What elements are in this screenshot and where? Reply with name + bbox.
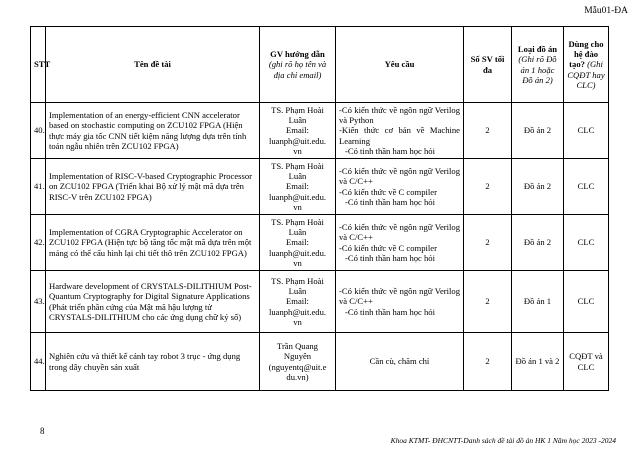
row-type: Đồ án 2 xyxy=(512,103,564,159)
row-topic: Hardware development of CRYSTALS-DILITHIUM Post-Quantum Cryptography for Digital Signature Applications (Phát triển phần cứng của Mật mã hậu lượng tử CRYSTALS-DILITHIUM cho các ứng dụng chữ ký số) xyxy=(46,271,260,333)
row-stt: 42. xyxy=(31,215,46,271)
page-footer: Khoa KTMT- ĐHCNTT-Danh sách đề tài đồ án HK 1 Năm học 2023 -2024 xyxy=(390,436,616,445)
advisor-email-tail: vn xyxy=(293,201,302,212)
header-type-note: (Ghi rõ Đồ án 1 hoặc Đồ án 2) xyxy=(518,54,557,85)
header-type xyxy=(512,27,564,103)
advisor-name: TS. Phạm Hoài Luân xyxy=(271,105,324,126)
row-requirements xyxy=(336,103,464,159)
advisor-email-tail: vn xyxy=(293,145,302,156)
row-advisor xyxy=(260,271,336,333)
advisor-name: TS. Phạm Hoài Luân xyxy=(271,276,324,297)
row-advisor xyxy=(260,333,336,391)
row-program: CLC xyxy=(564,159,609,215)
header-program-note: (Ghi CQĐT hay CLC) xyxy=(567,59,605,90)
header-requirements: Yêu cầu xyxy=(336,27,464,103)
header-advisor-title: GV hướng dẫn xyxy=(270,49,325,60)
header-topic: Tên đề tài xyxy=(46,27,260,103)
page-number: 8 xyxy=(40,426,45,436)
row-topic: Nghiên cứu và thiết kế cánh tay robot 3 trục - ứng dụng trong dây chuyền sản xuất xyxy=(46,333,260,391)
form-code: Mẫu01-ĐA xyxy=(584,6,628,16)
row-program: CQĐT và CLC xyxy=(564,333,609,391)
advisor-email-tail: du.vn) xyxy=(286,371,309,382)
advisor-email-label: Email: xyxy=(286,125,309,136)
row-requirements xyxy=(336,159,464,215)
row-type: Đồ án 1 và 2 xyxy=(512,333,564,391)
advisor-email-tail: vn xyxy=(293,316,302,327)
row-advisor xyxy=(260,103,336,159)
row-advisor xyxy=(260,215,336,271)
requirement-item: -Có kiến thức về C compiler xyxy=(339,186,437,197)
row-stt: 40. xyxy=(31,103,46,159)
table-row xyxy=(31,159,609,215)
header-type-title: Loại đồ án xyxy=(517,44,558,55)
row-type: Đồ án 1 xyxy=(512,271,564,333)
row-students: 2 xyxy=(464,271,512,333)
row-topic: Implementation of CGRA Cryptographic Accelerator on ZCU102 FPGA (Hiện tực bộ tăng tốc mật mã dựa trên một mảng có thể cấu hình lại chi tiết thô trên ZCU102 FPGA) xyxy=(46,215,260,271)
requirement-item: -Có kiến thức về ngôn ngữ Verilog và Python xyxy=(339,105,460,126)
header-row xyxy=(31,27,609,103)
row-stt: 44. xyxy=(31,333,46,391)
header-students: Số SV tối đa xyxy=(464,27,512,103)
advisor-email: luanph@uit.edu. xyxy=(268,191,327,202)
table-row xyxy=(31,271,609,333)
requirement-item: -Có kiến thức về ngôn ngữ Verilog và C/C++ xyxy=(339,286,460,307)
row-program: CLC xyxy=(564,215,609,271)
topics-table xyxy=(30,26,609,391)
row-program: CLC xyxy=(564,271,609,333)
advisor-name: TS. Phạm Hoài Luân xyxy=(271,217,324,238)
row-requirements xyxy=(336,271,464,333)
advisor-email-label: Email: xyxy=(286,296,309,307)
requirement-item: -Có kiến thức về ngôn ngữ Verilog và C/C++ xyxy=(339,166,460,187)
header-program xyxy=(564,27,609,103)
table-row xyxy=(31,215,609,271)
header-stt: STT xyxy=(31,27,46,103)
requirement-item: -Có kiến thức về C compiler xyxy=(339,242,437,253)
advisor-email: luanph@uit.edu. xyxy=(268,247,327,258)
requirement-item: Cần cù, chăm chỉ xyxy=(369,356,430,367)
advisor-email-label: Email: xyxy=(286,237,309,248)
requirement-item: -Kiến thức cơ bản về Machine Learning xyxy=(339,125,460,146)
advisor-name: Trần Quang Nguyên xyxy=(277,341,318,362)
advisor-email: (nguyentq@uit.e xyxy=(268,361,327,372)
row-advisor xyxy=(260,159,336,215)
requirement-item: -Có tinh thần ham học hỏi xyxy=(345,196,435,207)
requirement-item: -Có tinh thần ham học hỏi xyxy=(345,306,435,317)
header-program-title: Dùng cho hệ đào tạo? xyxy=(568,39,604,70)
advisor-email-tail: vn xyxy=(293,257,302,268)
row-program: CLC xyxy=(564,103,609,159)
advisor-email-label: Email: xyxy=(286,181,309,192)
header-advisor-note: (ghi rõ họ tên và địa chỉ email) xyxy=(268,59,327,80)
row-stt: 43. xyxy=(31,271,46,333)
requirement-item: -Có tinh thần ham học hỏi xyxy=(345,145,435,156)
row-requirements xyxy=(336,333,464,391)
row-students: 2 xyxy=(464,333,512,391)
row-type: Đồ án 2 xyxy=(512,215,564,271)
header-advisor xyxy=(260,27,336,103)
row-topic: Implementation of RISC-V-based Cryptographic Processor on ZCU102 FPGA (Triển khai Bộ xử lý mật mã dựa trên RISC-V trên ZCU102 FPGA) xyxy=(46,159,260,215)
requirement-item: -Có tinh thần ham học hỏi xyxy=(345,252,435,263)
table-row xyxy=(31,333,609,391)
requirement-item: -Có kiến thức về ngôn ngữ Verilog và C/C++ xyxy=(339,222,460,243)
row-students: 2 xyxy=(464,103,512,159)
advisor-name: TS. Phạm Hoài Luân xyxy=(271,161,324,182)
row-stt: 41. xyxy=(31,159,46,215)
row-topic: Implementation of an energy-efficient CNN accelerator based on stochastic computing on ZCU102 FPGA (Hiện thực máy gia tốc CNN tiết kiệm năng lượng dựa trên tính toán ngẫu nhiên trên ZCU102 FPGA) xyxy=(46,103,260,159)
row-requirements xyxy=(336,215,464,271)
row-students: 2 xyxy=(464,215,512,271)
advisor-email: luanph@uit.edu. xyxy=(268,135,327,146)
row-type: Đồ án 2 xyxy=(512,159,564,215)
advisor-email: luanph@uit.edu. xyxy=(268,306,327,317)
table-row xyxy=(31,103,609,159)
row-students: 2 xyxy=(464,159,512,215)
